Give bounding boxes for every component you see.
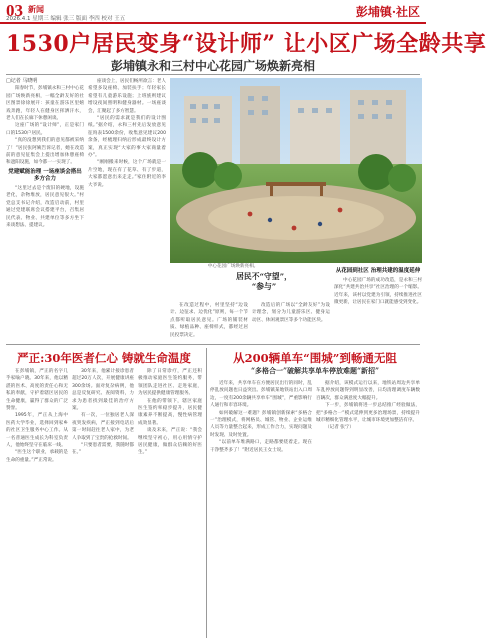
paragraph: 这座广场的“设计师”，正是家门口的1530户居民。 <box>6 123 84 136</box>
pull-quote <box>204 272 324 292</box>
second-story-col-1 <box>6 368 68 636</box>
paragraph: （记者 张宁） <box>325 425 355 431</box>
paragraph: 在他的带领下，辖区家庭医生签约率稳步提升，居民健康素养不断提高，慢性病管理成效显著。 <box>138 398 202 426</box>
paragraph: “刚刚搬来时候，这个广场就是一片空地，现在有了花草、有了步道，大家都愿意出来走走。”家住附近的李大爷说。 <box>88 160 166 188</box>
page-header <box>0 0 426 24</box>
divider <box>6 344 420 345</box>
paragraph: 改造后的广场以“全龄友好”为设计理念，划分为儿童游乐区、健身运动区、休闲观景区等多个功能区块。 <box>252 303 330 323</box>
edition-line: 2026.4.1 星期三 编辑 张三 版面 李四 校对 王五 <box>6 16 126 22</box>
paragraph: 中心花园广场的成功改造，是永和三村深化“共建共治共享”社区治理的一个缩影。近年来，该村以党建为引领，持续推进社区微更新，让居民在家门口就能感受到变化。 <box>334 278 422 306</box>
paragraph: 在改造过程中，村里坚持“边设计、边征求、边优化”原则，每一个节点都听取居民意见。广场的铺装材质、绿植品种、座椅样式，都经过居民投票决定。 <box>170 303 248 338</box>
paragraph: 1995年，严正从上海中医药大学毕业，选择回到家乡的社区卫生服务中心工作。从一名普通医生成长为科室负责人，他始终坚守在临床一线。 <box>6 413 68 449</box>
main-story-col-5 <box>334 266 422 340</box>
divider <box>6 74 420 75</box>
paragraph: 有一次，一位独居老人深夜突发疾病，严正接到电话后第一时间赶往老人家中，为老人争取到了宝贵的抢救时间。 <box>72 413 134 441</box>
main-story-col-1 <box>6 78 84 340</box>
second-headline: 严正:30年医者仁心 铸就生命温度 <box>17 351 191 365</box>
second-story-col-2 <box>72 368 134 636</box>
paragraph: “真的没想到我们的意见都被采纳了！”居民张阿姨告诉记者，她在改造前的意见征集会上提出增加休憩座椅和遮阳设施，如今都一一实现了。 <box>6 138 84 166</box>
paragraph: 座谈会上，居民们畅所欲言：老人希望多设座椅、加装扶手；年轻家长希望有儿童游乐设施；上班族则建议增设夜间照明和健身器材。一场座谈会，汇聚起了多方智慧。 <box>88 79 166 114</box>
photo-caption: 中心花园广场焕新亮相。 <box>207 264 259 269</box>
paragraph: “居民的需求就是我们的设计图纸。”据介绍，永和三村先后发放意见征询表1500余份，收集意见建议200余条，经梳理归纳后形成最终设计方案，真正实现“大家的事大家商量着办”。 <box>88 116 166 159</box>
paragraph: 如何破解这一难题？彭埔镇创新探索“多格合一”治理模式，将网格员、城管、物业、企业运维人员等力量整合起来，形成工作合力，实现问题及时发现、及时处置。 <box>210 410 312 438</box>
main-headline: 1530户居民变身“设计师” 让小区广场全龄共享 <box>6 31 486 57</box>
third-story-col-1 <box>210 380 312 636</box>
plaza-photo <box>170 78 422 263</box>
paragraph: 下一步，彭埔镇将进一步总结推广经验做法，把“多格合一”模式延伸到更多治理场景，持续提升城市精细化管理水平，让城市环境更加整洁有序。 <box>316 403 420 424</box>
section-heading: 党建赋能治理 一场座谈会搭出多方合力 <box>8 168 82 182</box>
third-subheadline: “多格合一”破解共享单车停放难题“新招” <box>250 366 380 375</box>
paragraph: 阳春时节，彭埔镇永和三村中心花园广场焕新亮相，一幅全龄友好的社区图景徐徐展开：孩童在游乐区里嬉戏奔跑，年轻人在健身区挥洒汗水，老人们在长廊下休憩闲谈。 <box>6 86 84 122</box>
paragraph: 除了日常诊疗，严正还积极推动家庭医生签约服务，带领团队走进社区、走进家庭，为居民提供健康管理服务。 <box>138 369 202 397</box>
zone-label: 新闻 <box>28 5 44 14</box>
paragraph: “只要患者需要，我随时都在。” <box>72 443 134 456</box>
paragraph: 据介绍，该模式运行以来，地铁站周边共享单车乱停放问题得到明显改善，日均清理调度车辆数百辆次，群众满意度大幅提升。 <box>316 381 420 401</box>
paragraph: 30年来，他累计接诊患者超过20万人次，开展健康讲座300余场。面对复杂病例，他总是反复研究、查阅资料，力求为患者找到最佳的治疗方案。 <box>72 369 134 412</box>
third-story-col-2 <box>316 380 420 636</box>
main-story-col-2 <box>88 78 166 340</box>
quote-line: 居民不“守望”， <box>236 272 292 281</box>
page-number: 03 <box>6 1 23 20</box>
paragraph: “以前单车堆满路口，走路都要绕着走。现在干净整齐多了！”附近居民王女士说。 <box>210 440 312 453</box>
paragraph: 近年来，共享单车在方便居民出行的同时，乱停乱放问题也日益突出。彭埔镇某地铁站出入口周边，一度有200余辆共享单车“围城”，严重影响行人通行和市容环境。 <box>210 381 312 409</box>
second-story-col-3 <box>138 368 202 636</box>
section-title: 彭埔镇·社区 <box>355 5 420 19</box>
paragraph: “医生这个职业，承载的是生命的重量。”严正常说。 <box>6 450 68 463</box>
main-story-col-4 <box>252 302 330 340</box>
section-heading: 从花园到社区 治理共建的温度延伸 <box>335 268 421 274</box>
column-divider <box>206 348 207 638</box>
paragraph: 在彭埔镇，严正的名字几乎家喻户晓。30年来，他以精湛的医术、高度的责任心和无私的奉献，守护着辖区居民的生命健康，赢得了群众的广泛赞誉。 <box>6 369 68 412</box>
plaza-illustration <box>170 78 422 263</box>
third-headline: 从200辆单车“围城”到畅通无阻 <box>233 351 397 365</box>
quote-line: “参与” <box>251 282 277 291</box>
main-subheadline: 彭埔镇永和三村中心花园广场焕新亮相 <box>110 59 315 73</box>
paragraph: 谈及未来，严正说：“我会继续坚守初心，用心用情守护居民健康，做群众信赖的好医生。” <box>138 428 202 456</box>
main-story-col-3 <box>170 302 248 340</box>
byline: □记者 马晓明 <box>6 78 38 84</box>
paragraph: “这里过去是个废旧的硬地，设施老化，杂物堆放，居民意见很大。”村党总支书记介绍，改造启动前，村里通过党建联席会议搭建平台，召集居民代表、物业、共建单位等多方坐下来谈想法、提建议。 <box>6 185 84 228</box>
